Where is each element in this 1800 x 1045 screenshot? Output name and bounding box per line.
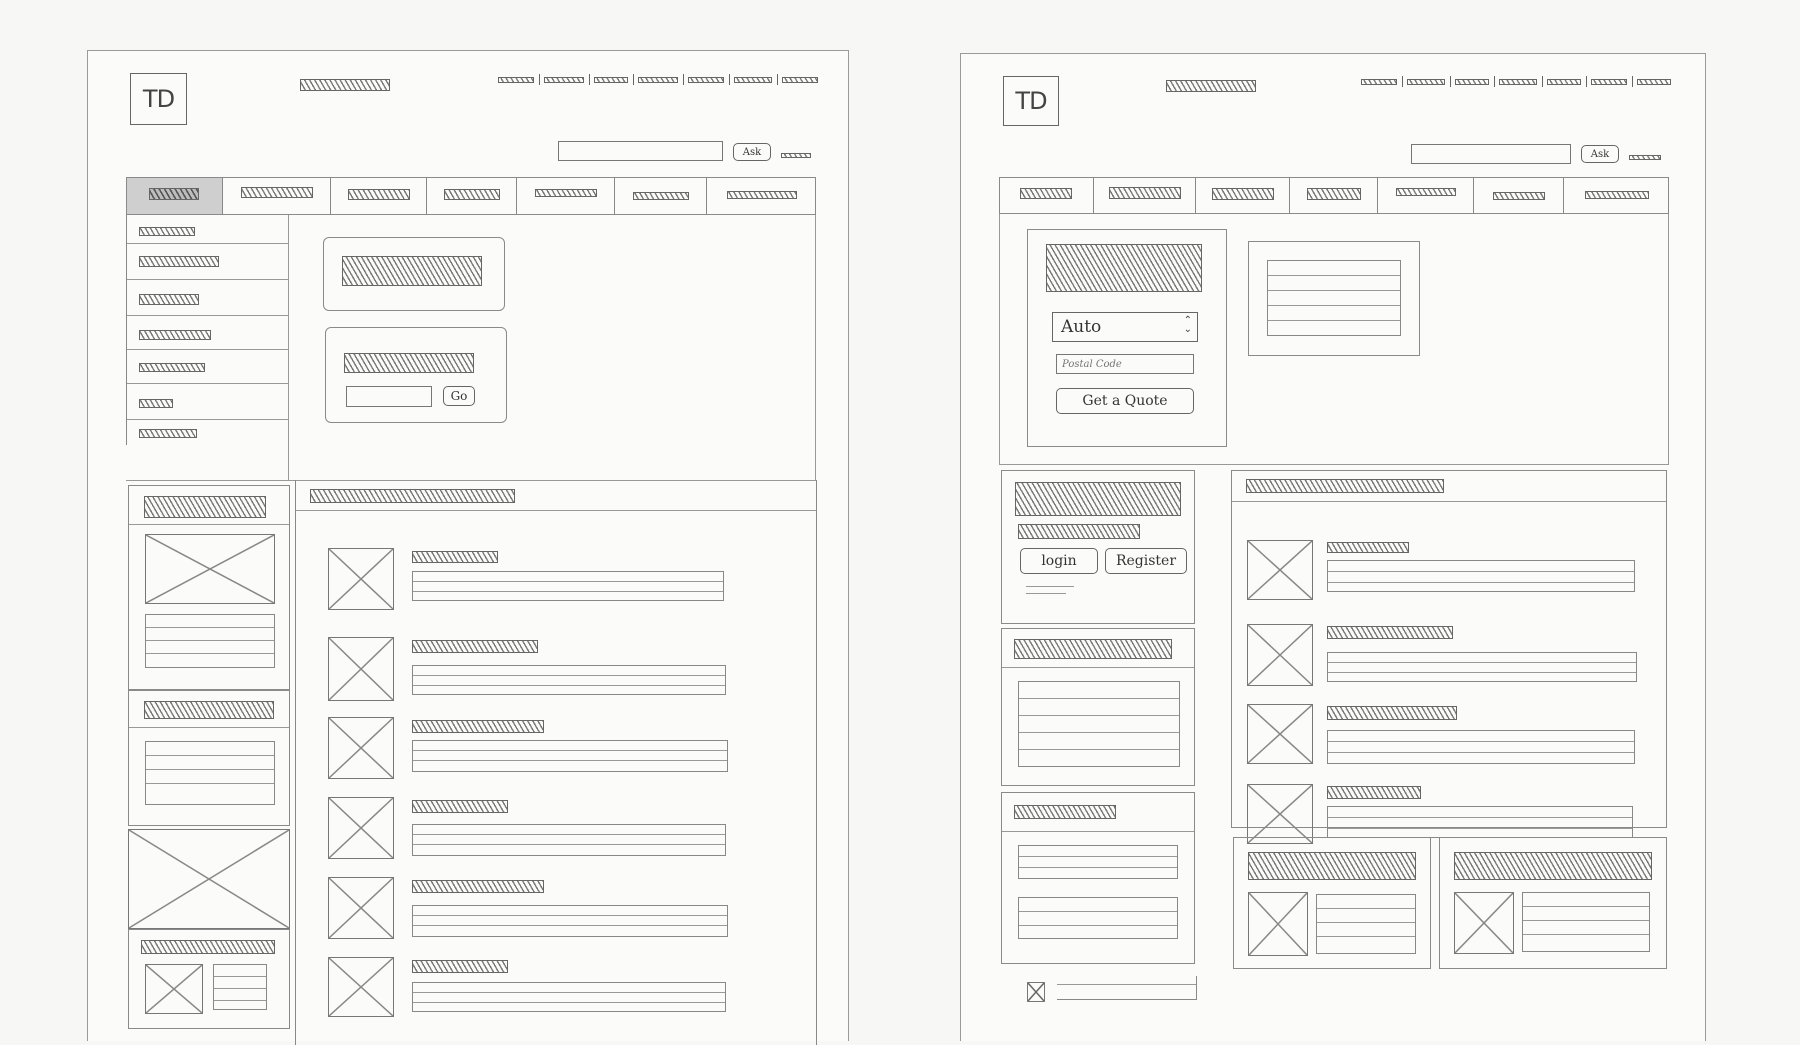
image-placeholder-icon [328,957,394,1017]
right-wireframe-sheet [960,53,1706,1041]
left-hero-form [325,327,507,423]
left-sidebar-widget-2 [128,690,290,826]
image-placeholder-icon [328,637,394,701]
list-item[interactable] [1247,624,1657,686]
left-go-button[interactable]: Go [443,386,475,406]
sub-nav-item[interactable] [139,399,173,408]
right-promo-box-1 [1233,837,1431,969]
utility-link[interactable] [594,77,628,83]
right-promo-box-2 [1439,837,1667,969]
right-nav-tab[interactable] [1377,178,1473,213]
left-utility-links [498,74,818,88]
select-value: Auto [1061,317,1102,337]
right-search-help-link[interactable] [1629,155,1661,160]
list-item[interactable] [328,717,728,782]
utility-link[interactable] [1407,79,1445,85]
sub-nav-item[interactable] [139,227,195,236]
image-placeholder-icon [1247,624,1313,686]
left-hero-banner[interactable] [323,237,505,311]
utility-link[interactable] [782,77,818,83]
list-item[interactable] [328,548,728,613]
content-heading [1246,479,1444,493]
right-login-widget [1001,470,1195,624]
right-quote-form [1027,229,1227,447]
image-placeholder-icon [1247,540,1313,600]
select-arrows-icon: ⌃ ⌄ [1183,315,1192,335]
left-search-help-link[interactable] [781,153,811,158]
list-item[interactable] [328,637,728,702]
utility-link[interactable] [734,77,772,83]
left-nav-tab-active[interactable] [127,178,222,214]
right-hero-panel [1248,241,1420,356]
right-register-button[interactable]: Register [1105,548,1187,574]
utility-link[interactable] [1499,79,1537,85]
sub-nav-item[interactable] [139,429,197,438]
sub-nav-item[interactable] [139,330,211,340]
right-utility-links [1361,76,1671,90]
right-ask-button[interactable]: Ask [1581,145,1619,163]
image-placeholder-icon [1454,892,1514,954]
right-nav-tab[interactable] [1195,178,1289,213]
sub-nav-item[interactable] [139,256,219,267]
left-site-title [300,79,390,91]
utility-link[interactable] [688,77,724,83]
sub-nav-divider [288,215,289,480]
right-search-input[interactable] [1411,144,1571,164]
image-placeholder-icon [328,877,394,939]
utility-link[interactable] [1637,79,1671,85]
image-placeholder-icon [145,534,275,604]
list-item[interactable] [328,797,728,862]
image-placeholder-icon [1247,784,1313,844]
utility-link[interactable] [1547,79,1581,85]
left-sidebar-widget-3 [128,929,290,1029]
image-placeholder-icon [328,717,394,779]
list-item[interactable] [1247,704,1657,766]
left-wireframe-sheet [87,50,849,1041]
left-search-input[interactable] [558,141,723,161]
right-nav-tab[interactable] [1093,178,1195,213]
utility-link[interactable] [1361,79,1397,85]
left-hero-input[interactable] [346,386,432,407]
utility-link[interactable] [1455,79,1489,85]
image-placeholder-icon [328,548,394,610]
list-item[interactable] [1247,540,1657,602]
image-placeholder-icon [1247,704,1313,764]
right-postal-code-input[interactable] [1056,354,1194,374]
right-nav-tab[interactable] [1563,178,1669,213]
left-nav-tab[interactable] [330,178,426,214]
right-nav-tab[interactable] [1289,178,1377,213]
right-nav-tab[interactable] [1473,178,1563,213]
right-get-quote-button[interactable]: Get a Quote [1056,388,1194,414]
image-placeholder-icon [128,829,290,929]
checkbox-icon[interactable] [1027,982,1045,1002]
right-insurance-select[interactable] [1052,312,1198,342]
forgot-password-link[interactable] [1026,586,1074,587]
list-item[interactable] [328,877,728,942]
right-nav-tab[interactable] [999,178,1093,213]
login-prompt [1018,524,1140,539]
image-placeholder-icon [145,964,203,1014]
right-login-button[interactable]: login [1020,548,1098,574]
utility-link[interactable] [544,77,584,83]
utility-link[interactable] [638,77,678,83]
left-ask-button[interactable]: Ask [733,143,771,161]
checkbox-label [1057,976,1197,1000]
right-site-title [1166,80,1256,92]
image-placeholder-icon [1248,892,1308,956]
left-nav-tab[interactable] [516,178,614,214]
left-nav-tab[interactable] [426,178,516,214]
sub-nav-item[interactable] [139,363,205,372]
left-sub-nav [126,215,289,445]
utility-link[interactable] [1591,79,1627,85]
image-placeholder-icon [328,797,394,859]
left-sidebar-widget-1 [128,485,290,690]
right-sidebar-widget-2 [1001,628,1195,786]
left-logo[interactable]: TD [130,73,187,125]
list-item[interactable] [328,957,728,1022]
content-heading [310,489,515,503]
sub-nav-item[interactable] [139,294,199,305]
left-nav-tab[interactable] [222,178,330,214]
left-nav-tab[interactable] [706,178,816,214]
left-nav-tab[interactable] [614,178,706,214]
right-logo[interactable]: TD [1003,76,1059,126]
right-sidebar-widget-3 [1001,792,1195,964]
utility-link[interactable] [498,77,534,83]
